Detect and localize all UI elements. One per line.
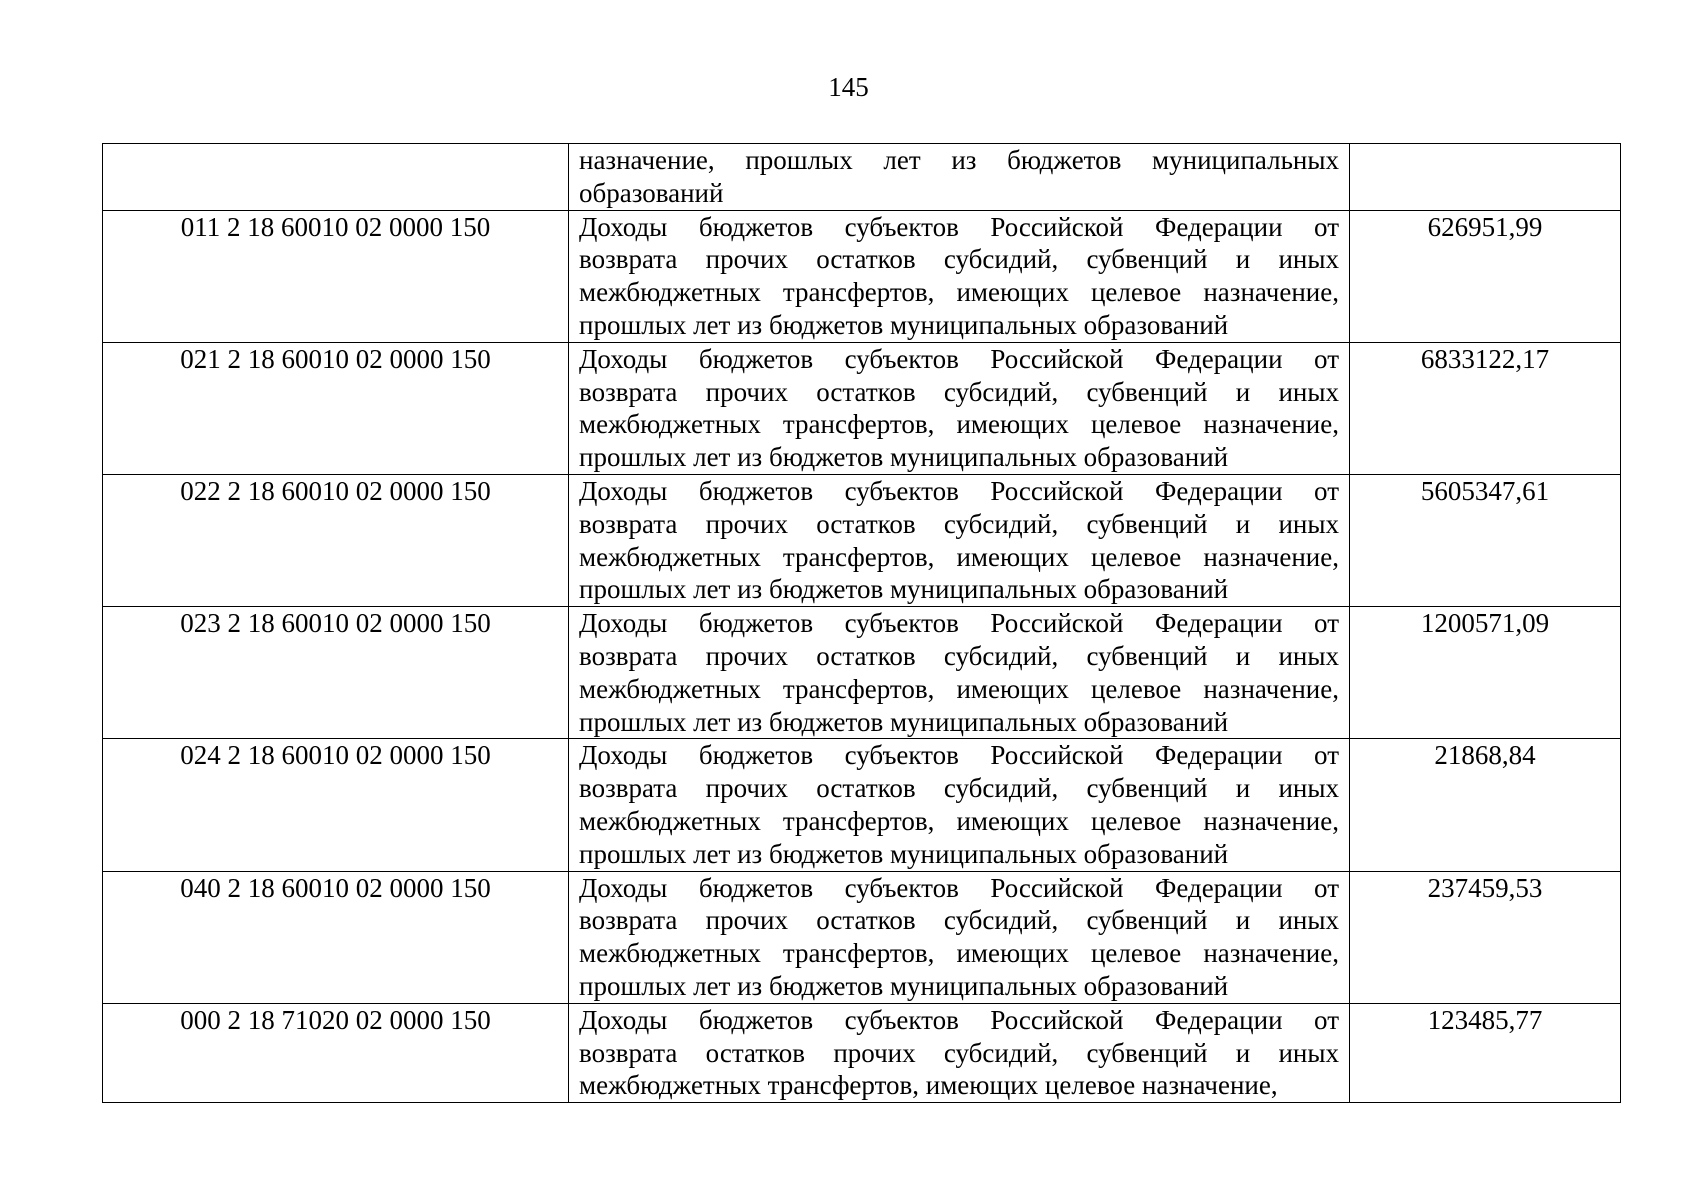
description-line: прошлых лет из бюджетов муниципальных образований — [579, 706, 1229, 737]
description-cell — [569, 871, 1350, 1003]
table-row — [103, 871, 1621, 1003]
description-cell — [569, 342, 1350, 474]
description-line: межбюджетных трансфертов, имеющих целевое назначение, — [579, 673, 1339, 704]
description-line: Доходы бюджетов субъектов Российской Федерации от — [579, 211, 1339, 242]
budget-code-cell: 040 2 18 60010 02 0000 150 — [103, 871, 569, 1003]
budget-code-cell — [103, 144, 569, 211]
description-line: межбюджетных трансфертов, имеющих целевое назначение, — [579, 277, 1339, 308]
description-line: межбюджетных трансфертов, имеющих целевое назначение, — [579, 541, 1339, 572]
description-line: межбюджетных трансфертов, имеющих целевое назначение, — [579, 1070, 1278, 1101]
description-line: межбюджетных трансфертов, имеющих целевое назначение, — [579, 805, 1339, 836]
amount-cell: 6833122,17 — [1350, 342, 1621, 474]
description-line: возврата прочих остатков субсидий, субвенций и иных — [579, 508, 1339, 539]
description-line: образований — [579, 177, 724, 208]
description-line: прошлых лет из бюджетов муниципальных образований — [579, 574, 1229, 605]
description-line: возврата остатков прочих субсидий, субвенций и иных — [579, 1037, 1339, 1068]
description-line: Доходы бюджетов субъектов Российской Федерации от — [579, 475, 1339, 506]
table-row — [103, 739, 1621, 871]
budget-code-cell: 023 2 18 60010 02 0000 150 — [103, 607, 569, 739]
budget-code-cell: 000 2 18 71020 02 0000 150 — [103, 1003, 569, 1102]
description-line: возврата прочих остатков субсидий, субвенций и иных — [579, 905, 1339, 936]
budget-code-cell: 011 2 18 60010 02 0000 150 — [103, 210, 569, 342]
description-cell — [569, 1003, 1350, 1102]
description-line: Доходы бюджетов субъектов Российской Федерации от — [579, 608, 1339, 639]
amount-cell: 626951,99 — [1350, 210, 1621, 342]
table-row — [103, 607, 1621, 739]
description-line: межбюджетных трансфертов, имеющих целевое назначение, — [579, 409, 1339, 440]
description-line: прошлых лет из бюджетов муниципальных образований — [579, 442, 1229, 473]
description-line: Доходы бюджетов субъектов Российской Федерации от — [579, 872, 1339, 903]
budget-revenue-table — [102, 143, 1621, 1103]
description-line: возврата прочих остатков субсидий, субвенций и иных — [579, 244, 1339, 275]
table-row — [103, 210, 1621, 342]
amount-cell: 21868,84 — [1350, 739, 1621, 871]
description-line: Доходы бюджетов субъектов Российской Федерации от — [579, 740, 1339, 771]
amount-cell: 5605347,61 — [1350, 474, 1621, 606]
budget-code-cell: 024 2 18 60010 02 0000 150 — [103, 739, 569, 871]
description-line: прошлых лет из бюджетов муниципальных образований — [579, 838, 1229, 869]
amount-cell — [1350, 144, 1621, 211]
description-line: прошлых лет из бюджетов муниципальных образований — [579, 309, 1229, 340]
description-cell — [569, 607, 1350, 739]
page-number: 145 — [828, 72, 869, 102]
amount-cell: 237459,53 — [1350, 871, 1621, 1003]
table-row — [103, 474, 1621, 606]
budget-code-cell: 022 2 18 60010 02 0000 150 — [103, 474, 569, 606]
description-cell — [569, 739, 1350, 871]
description-line: возврата прочих остатков субсидий, субвенций и иных — [579, 640, 1339, 671]
description-line: возврата прочих остатков субсидий, субвенций и иных — [579, 376, 1339, 407]
amount-cell: 123485,77 — [1350, 1003, 1621, 1102]
table-row — [103, 144, 1621, 211]
description-line: возврата прочих остатков субсидий, субвенций и иных — [579, 773, 1339, 804]
description-cell — [569, 210, 1350, 342]
description-cell — [569, 474, 1350, 606]
description-cell — [569, 144, 1350, 211]
description-line: назначение, прошлых лет из бюджетов муниципальных — [579, 145, 1339, 175]
description-line: Доходы бюджетов субъектов Российской Федерации от — [579, 343, 1339, 374]
description-line: межбюджетных трансфертов, имеющих целевое назначение, — [579, 938, 1339, 969]
table-row — [103, 1003, 1621, 1102]
budget-code-cell: 021 2 18 60010 02 0000 150 — [103, 342, 569, 474]
table-row — [103, 342, 1621, 474]
amount-cell: 1200571,09 — [1350, 607, 1621, 739]
table-body — [103, 144, 1621, 1103]
description-line: Доходы бюджетов субъектов Российской Федерации от — [579, 1004, 1339, 1035]
description-line: прошлых лет из бюджетов муниципальных образований — [579, 970, 1229, 1001]
